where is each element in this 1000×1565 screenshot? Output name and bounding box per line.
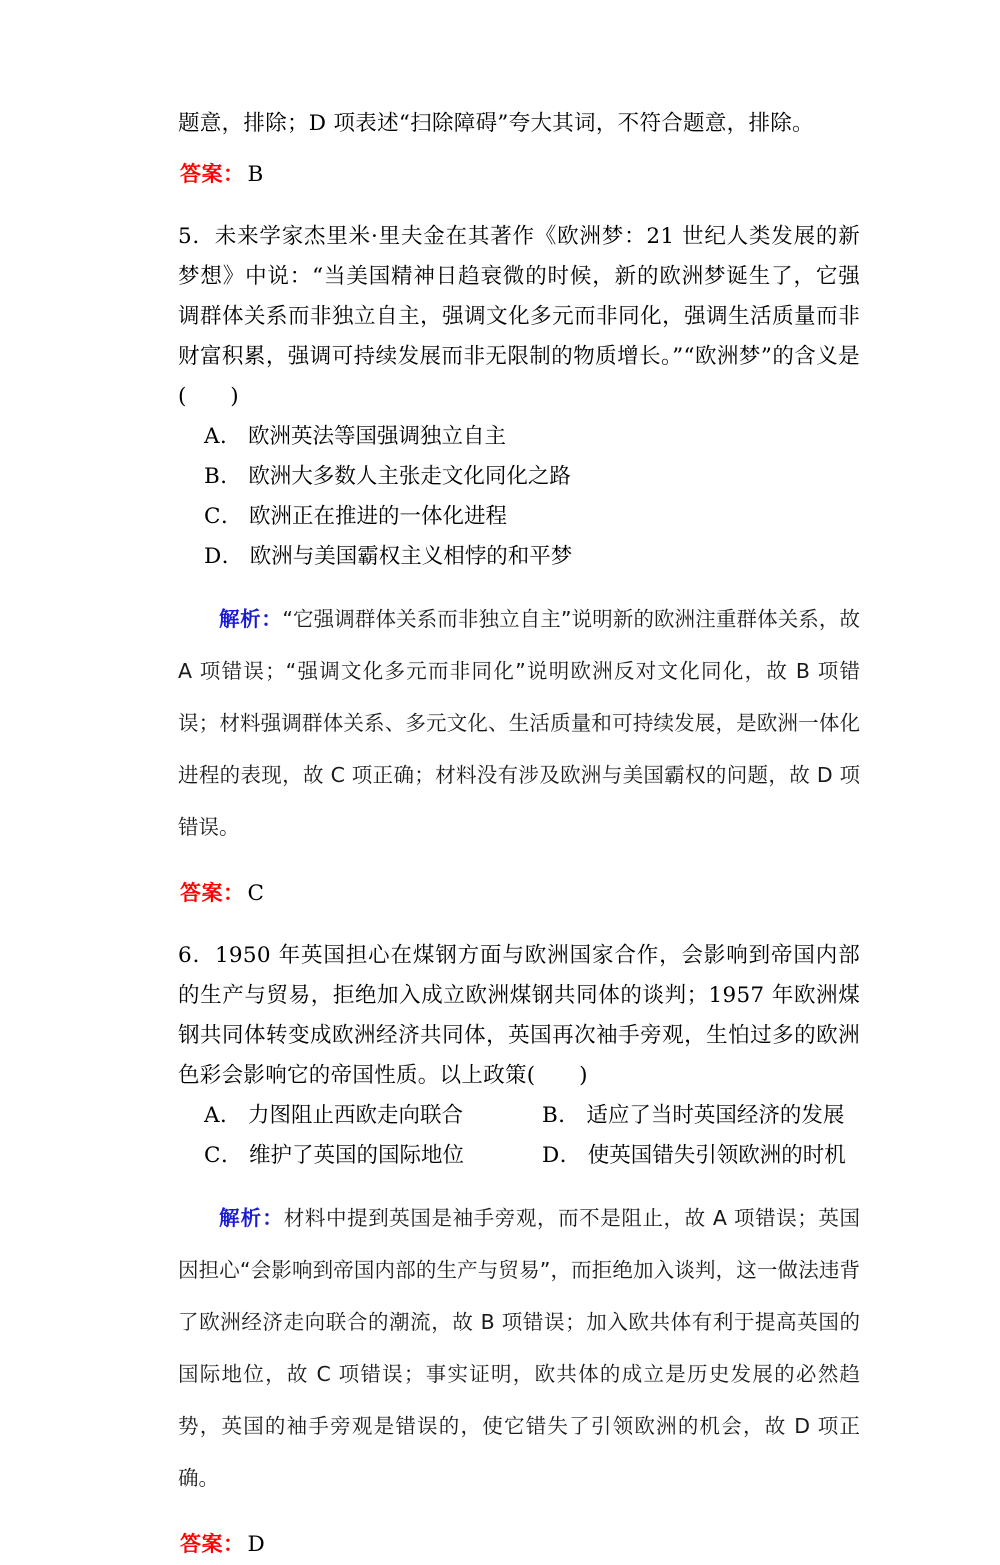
answer-label: 答案： [180,881,245,905]
choice-option[interactable] [178,497,860,537]
question-5-stem: 5．未来学家杰里米·里夫金在其著作《欧洲梦：21 世纪人类发展的新梦想》中说：“当美国精神日趋衰微的时候，新的欧洲梦诞生了，它强调群体关系而非独立自主，强调文化多元而非同化，强调生活质量而非财富积累，强调可持续发展而非无限制的物质增长。”“欧洲梦”的含义是( ) [178,223,860,409]
question-6-stem: 6．1950 年英国担心在煤钢方面与欧洲国家合作，会影响到帝国内部的生产与贸易，拒绝加入成立欧洲煤钢共同体的谈判；1957 年欧洲煤钢共同体转变成欧洲经济共同体，英国再次袖手旁观，生怕过多的欧洲色彩会影响它的帝国性质。以上政策( ) [178,942,860,1088]
choice-text: 力图阻止西欧走向联合 [248,1102,464,1128]
analysis-text: “它强调群体关系而非独立自主”说明新的欧洲注重群体关系，故 A 项错误；“强调文化多元而非同化”说明欧洲反对文化同化，故 B 项错误；材料强调群体关系、多元文化、生活质量和可持续发展，是欧洲一体化进程的表现，故 C 项正确；材料没有涉及欧洲与美国霸权的问题，故 D 项错误。 [178,606,861,839]
analysis-text: 材料中提到英国是袖手旁观，而不是阻止，故 A 项错误；英国因担心“会影响到帝国内部的生产与贸易”，而拒绝加入谈判，这一做法违背了欧洲经济走向联合的潮流，故 B 项错误；加入欧共体有利于提高英国的国际地位，故 C 项错误；事实证明，欧共体的成立是历史发展的必然趋势，英国的袖手旁观是错误的，使它错失了引领欧洲的机会，故 D 项正确。 [178,1205,860,1490]
choice-marker: B． [542,1102,581,1128]
continued-explanation-paragraph: 题意，排除；D 项表述“扫除障碍”夸大其词，不符合题意，排除。 [178,111,814,136]
choice-marker: A． [204,423,243,449]
choice-marker: B． [204,463,243,489]
analysis-label: 解析： [219,1205,284,1230]
choice-row [178,1096,860,1136]
choice-text: 维护了英国的国际地位 [248,1142,464,1168]
question-5-choices [178,417,860,577]
choice-marker: D． [204,543,244,569]
choice-text: 使英国错失引领欧洲的时机 [587,1142,846,1168]
question-5-analysis [178,593,860,853]
answer-line-q4 [178,154,860,195]
answer-value: C [247,881,264,906]
answer-label: 答案： [180,1532,245,1556]
choice-row [178,1136,860,1176]
choice-option[interactable] [178,417,860,457]
choice-text: 欧洲与美国霸权主义相悖的和平梦 [249,543,573,569]
choice-option[interactable] [178,457,860,497]
choice-option[interactable] [178,537,860,577]
choice-text: 欧洲大多数人主张走文化同化之路 [248,463,571,489]
choice-marker: D． [542,1142,582,1168]
answer-value: D [247,1532,265,1557]
answer-line-q6 [178,1524,860,1565]
choice-option[interactable] [516,1136,860,1176]
answer-line-q5 [178,873,860,914]
choice-option[interactable] [178,1096,516,1136]
choice-marker: A． [204,1102,243,1128]
answer-value: B [247,162,264,187]
choice-text: 适应了当时英国经济的发展 [586,1102,845,1128]
choice-marker: C． [204,1142,243,1168]
answer-label: 答案： [180,162,245,186]
question-6-analysis [178,1192,860,1504]
choice-text: 欧洲英法等国强调独立自主 [248,423,507,449]
choice-option[interactable] [516,1096,860,1136]
choice-text: 欧洲正在推进的一体化进程 [248,503,507,529]
analysis-label: 解析： [219,606,283,631]
choice-marker: C． [204,503,243,529]
question-6-choices [178,1096,860,1176]
choice-option[interactable] [178,1136,516,1176]
